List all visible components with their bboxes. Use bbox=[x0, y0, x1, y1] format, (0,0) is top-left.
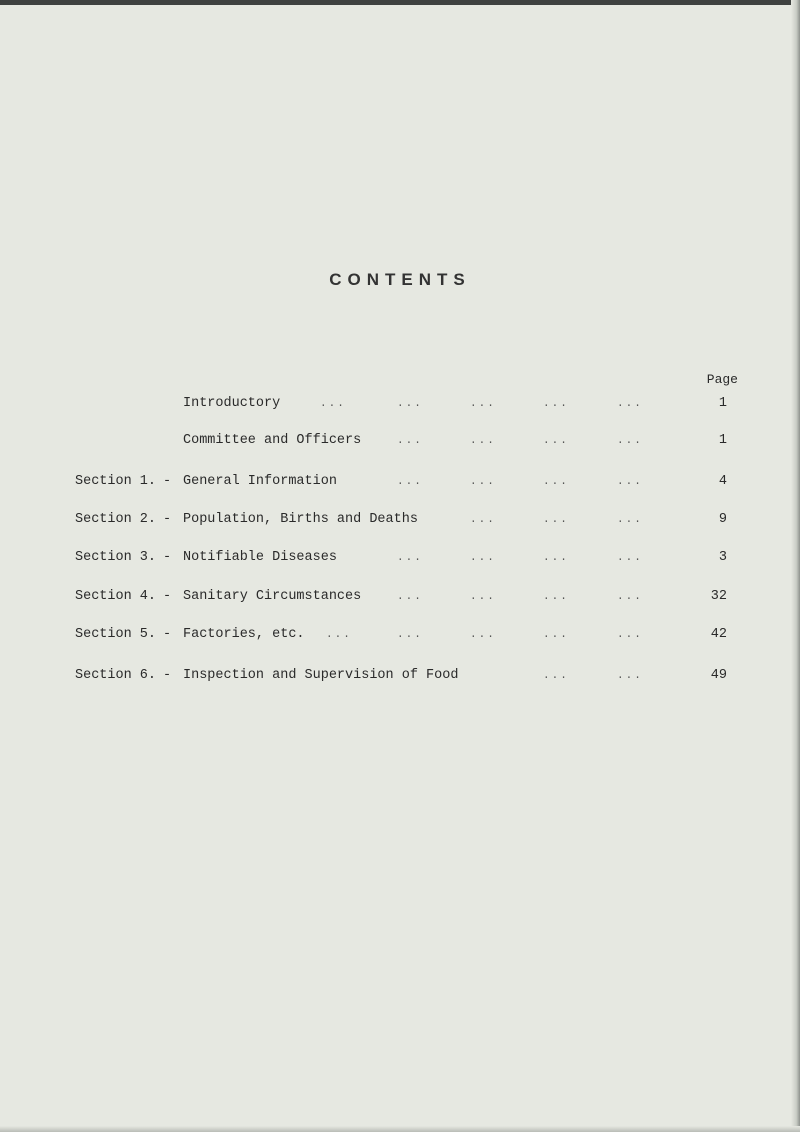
toc-page-number: 42 bbox=[710, 627, 727, 642]
toc-dash: - bbox=[163, 512, 172, 527]
toc-section-label: Section 6. bbox=[75, 668, 157, 683]
toc-row-section-2 bbox=[0, 510, 800, 530]
dot-leaders: ... ... ... ... bbox=[397, 476, 643, 488]
toc-section-label: Section 5. bbox=[75, 627, 157, 642]
toc-page-number: 1 bbox=[718, 433, 727, 448]
toc-row-section-1 bbox=[0, 472, 800, 492]
toc-dash: - bbox=[163, 589, 172, 604]
toc-page-number: 9 bbox=[718, 512, 727, 527]
toc-entry-title: Introductory bbox=[183, 396, 281, 411]
toc-page-number: 1 bbox=[718, 396, 727, 411]
toc-dash: - bbox=[163, 668, 172, 683]
toc-dash: - bbox=[163, 474, 172, 489]
toc-entry-title: Factories, etc. bbox=[183, 627, 305, 642]
toc-dash: - bbox=[163, 550, 172, 565]
toc-row-section-4 bbox=[0, 587, 800, 607]
toc-page-number: 3 bbox=[718, 550, 727, 565]
toc-row-section-5 bbox=[0, 625, 800, 645]
dot-leaders: ... ... ... bbox=[470, 514, 643, 526]
dot-leaders: ... ... ... ... bbox=[397, 435, 643, 447]
toc-page-number: 4 bbox=[718, 474, 727, 489]
scan-top-edge bbox=[0, 0, 800, 5]
toc-page-number: 49 bbox=[710, 668, 727, 683]
toc-section-label: Section 2. bbox=[75, 512, 157, 527]
toc-section-label: Section 1. bbox=[75, 474, 157, 489]
toc-dash: - bbox=[163, 627, 172, 642]
toc-row-section-6 bbox=[0, 666, 800, 686]
dot-leaders: ... ... bbox=[543, 670, 643, 682]
toc-entry-title: Notifiable Diseases bbox=[183, 550, 337, 565]
toc-entry-title: General Information bbox=[183, 474, 337, 489]
toc-row-introductory bbox=[0, 394, 800, 414]
toc-section-label: Section 3. bbox=[75, 550, 157, 565]
toc-section-label: Section 4. bbox=[75, 589, 157, 604]
toc-entry-title: Committee and Officers bbox=[183, 433, 362, 448]
page-title: CONTENTS bbox=[329, 270, 471, 289]
dot-leaders: ... ... ... ... bbox=[397, 591, 643, 603]
toc-row-committee bbox=[0, 431, 800, 451]
dot-leaders: ... ... ... ... ... bbox=[320, 398, 643, 410]
toc-row-section-3 bbox=[0, 548, 800, 568]
toc-entry-title: Sanitary Circumstances bbox=[183, 589, 362, 604]
scan-bottom-edge bbox=[0, 1126, 800, 1132]
toc-entry-title: Population, Births and Deaths bbox=[183, 512, 418, 527]
toc-entry-title: Inspection and Supervision of Food bbox=[183, 668, 459, 683]
dot-leaders: ... ... ... ... ... bbox=[326, 629, 643, 641]
dot-leaders: ... ... ... ... bbox=[397, 552, 643, 564]
page-column-heading: Page bbox=[706, 372, 738, 387]
toc-page-number: 32 bbox=[710, 589, 727, 604]
